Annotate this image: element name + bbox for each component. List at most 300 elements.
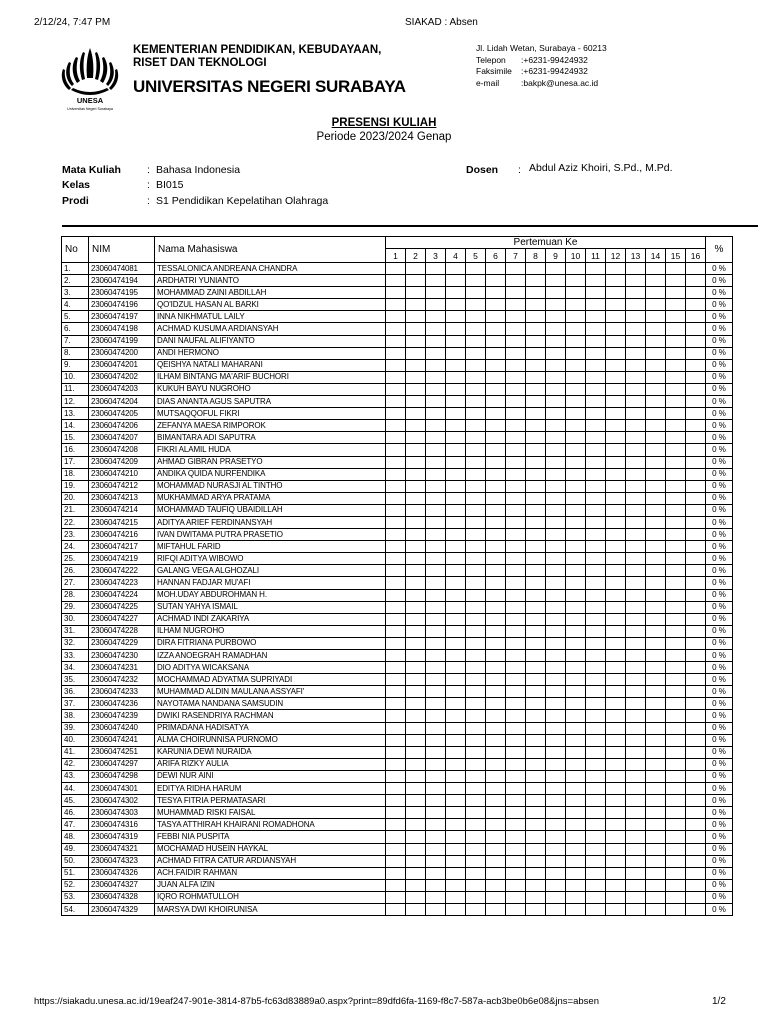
attendance-cell: [626, 432, 646, 444]
attendance-cell: [526, 601, 546, 613]
row-percent: 0 %: [706, 589, 733, 601]
attendance-cell: [486, 674, 506, 686]
attendance-cell: [586, 795, 606, 807]
row-no: 31.: [62, 625, 89, 637]
attendance-cell: [606, 408, 626, 420]
row-nama: ANDIKA QUIDA NURFENDIKA: [155, 468, 386, 480]
attendance-cell: [686, 504, 706, 516]
attendance-cell: [606, 577, 626, 589]
attendance-cell: [486, 662, 506, 674]
attendance-cell: [606, 662, 626, 674]
attendance-cell: [626, 903, 646, 915]
row-nim: 23060474227: [89, 613, 155, 625]
attendance-cell: [626, 843, 646, 855]
attendance-cell: [586, 674, 606, 686]
attendance-cell: [446, 299, 466, 311]
attendance-cell: [586, 371, 606, 383]
row-percent: 0 %: [706, 758, 733, 770]
row-nama: FEBBI NIA PUSPITA: [155, 831, 386, 843]
attendance-cell: [526, 783, 546, 795]
attendance-cell: [486, 843, 506, 855]
row-no: 19.: [62, 480, 89, 492]
attendance-cell: [406, 480, 426, 492]
attendance-cell: [386, 359, 406, 371]
attendance-cell: [586, 553, 606, 565]
attendance-cell: [586, 879, 606, 891]
attendance-cell: [466, 746, 486, 758]
row-nim: 23060474199: [89, 335, 155, 347]
table-row: [62, 468, 733, 480]
ministry-line1: KEMENTERIAN PENDIDIKAN, KEBUDAYAAN,: [133, 44, 382, 56]
attendance-cell: [386, 529, 406, 541]
header-nama: Nama Mahasiswa: [155, 237, 386, 263]
attendance-cell: [386, 504, 406, 516]
attendance-cell: [426, 674, 446, 686]
row-percent: 0 %: [706, 541, 733, 553]
attendance-cell: [486, 311, 506, 323]
attendance-cell: [646, 553, 666, 565]
attendance-cell: [466, 516, 486, 528]
attendance-cell: [506, 371, 526, 383]
attendance-cell: [466, 783, 486, 795]
attendance-cell: [546, 722, 566, 734]
attendance-cell: [606, 444, 626, 456]
attendance-cell: [466, 722, 486, 734]
attendance-cell: [546, 323, 566, 335]
attendance-cell: [626, 698, 646, 710]
attendance-cell: [646, 311, 666, 323]
attendance-cell: [486, 891, 506, 903]
row-percent: 0 %: [706, 565, 733, 577]
attendance-cell: [486, 287, 506, 299]
attendance-cell: [526, 903, 546, 915]
attendance-cell: [546, 662, 566, 674]
attendance-cell: [686, 565, 706, 577]
attendance-cell: [506, 795, 526, 807]
attendance-cell: [386, 903, 406, 915]
attendance-cell: [526, 589, 546, 601]
attendance-cell: [586, 420, 606, 432]
attendance-cell: [566, 650, 586, 662]
attendance-cell: [646, 335, 666, 347]
ministry-name: [133, 44, 381, 70]
table-row: [62, 795, 733, 807]
attendance-cell: [406, 359, 426, 371]
attendance-cell: [386, 783, 406, 795]
attendance-cell: [586, 408, 606, 420]
attendance-cell: [506, 710, 526, 722]
attendance-cell: [406, 903, 426, 915]
attendance-cell: [586, 625, 606, 637]
attendance-cell: [566, 589, 586, 601]
attendance-cell: [486, 601, 506, 613]
attendance-cell: [566, 347, 586, 359]
attendance-cell: [586, 710, 606, 722]
row-nim: 23060474223: [89, 577, 155, 589]
row-percent: 0 %: [706, 625, 733, 637]
attendance-cell: [486, 456, 506, 468]
attendance-cell: [486, 758, 506, 770]
attendance-cell: [406, 891, 426, 903]
attendance-cell: [626, 662, 646, 674]
attendance-cell: [526, 299, 546, 311]
attendance-cell: [606, 758, 626, 770]
attendance-cell: [566, 819, 586, 831]
table-row: [62, 807, 733, 819]
attendance-cell: [466, 565, 486, 577]
attendance-cell: [686, 783, 706, 795]
attendance-cell: [466, 553, 486, 565]
attendance-cell: [526, 480, 546, 492]
attendance-cell: [526, 625, 546, 637]
attendance-cell: [506, 831, 526, 843]
row-nim: 23060474225: [89, 601, 155, 613]
row-nim: 23060474081: [89, 263, 155, 275]
attendance-cell: [666, 662, 686, 674]
row-no: 40.: [62, 734, 89, 746]
attendance-cell: [666, 371, 686, 383]
attendance-cell: [546, 710, 566, 722]
attendance-cell: [546, 843, 566, 855]
attendance-cell: [666, 795, 686, 807]
attendance-cell: [586, 589, 606, 601]
row-nama: DANI NAUFAL ALIFIYANTO: [155, 335, 386, 347]
attendance-cell: [666, 650, 686, 662]
row-percent: 0 %: [706, 831, 733, 843]
attendance-cell: [446, 734, 466, 746]
row-percent: 0 %: [706, 819, 733, 831]
header-nim: NIM: [89, 237, 155, 263]
row-no: 41.: [62, 746, 89, 758]
attendance-cell: [586, 855, 606, 867]
attendance-cell: [486, 468, 506, 480]
row-nim: 23060474321: [89, 843, 155, 855]
row-percent: 0 %: [706, 287, 733, 299]
attendance-cell: [426, 650, 446, 662]
attendance-cell: [646, 625, 666, 637]
row-no: 5.: [62, 311, 89, 323]
attendance-cell: [646, 347, 666, 359]
attendance-cell: [626, 565, 646, 577]
attendance-cell: [426, 504, 446, 516]
row-nim: 23060474302: [89, 795, 155, 807]
attendance-cell: [586, 637, 606, 649]
attendance-cell: [606, 492, 626, 504]
attendance-cell: [606, 879, 626, 891]
table-row: [62, 891, 733, 903]
attendance-cell: [586, 650, 606, 662]
attendance-cell: [626, 480, 646, 492]
table-row: [62, 565, 733, 577]
row-nim: 23060474197: [89, 311, 155, 323]
row-nama: IZZA ANOEGRAH RAMADHAN: [155, 650, 386, 662]
row-nim: 23060474201: [89, 359, 155, 371]
attendance-cell: [666, 601, 686, 613]
attendance-cell: [686, 722, 706, 734]
attendance-cell: [686, 662, 706, 674]
attendance-cell: [426, 710, 446, 722]
attendance-cell: [606, 734, 626, 746]
attendance-cell: [646, 420, 666, 432]
attendance-cell: [446, 371, 466, 383]
table-row: [62, 504, 733, 516]
attendance-cell: [606, 674, 626, 686]
attendance-cell: [526, 468, 546, 480]
row-nim: 23060474228: [89, 625, 155, 637]
attendance-cell: [406, 504, 426, 516]
attendance-cell: [526, 408, 546, 420]
attendance-cell: [606, 746, 626, 758]
attendance-cell: [486, 867, 506, 879]
attendance-cell: [666, 504, 686, 516]
attendance-cell: [466, 504, 486, 516]
row-no: 23.: [62, 529, 89, 541]
email-label: e-mail: [476, 77, 500, 88]
attendance-cell: [526, 746, 546, 758]
attendance-cell: [606, 371, 626, 383]
attendance-cell: [466, 879, 486, 891]
row-percent: 0 %: [706, 323, 733, 335]
attendance-cell: [506, 396, 526, 408]
document-period: Periode 2023/2024 Genap: [316, 131, 452, 143]
attendance-cell: [626, 891, 646, 903]
attendance-cell: [666, 359, 686, 371]
row-no: 39.: [62, 722, 89, 734]
attendance-cell: [666, 492, 686, 504]
attendance-cell: [426, 746, 446, 758]
table-row: [62, 263, 733, 275]
attendance-cell: [546, 758, 566, 770]
attendance-cell: [666, 867, 686, 879]
attendance-cell: [566, 516, 586, 528]
attendance-cell: [666, 879, 686, 891]
attendance-cell: [506, 770, 526, 782]
attendance-cell: [686, 323, 706, 335]
contact-block: [476, 43, 607, 89]
attendance-cell: [646, 263, 666, 275]
table-row: [62, 879, 733, 891]
row-percent: 0 %: [706, 891, 733, 903]
table-row: [62, 903, 733, 915]
attendance-cell: [406, 383, 426, 395]
attendance-cell: [446, 492, 466, 504]
attendance-cell: [426, 734, 446, 746]
attendance-cell: [566, 879, 586, 891]
attendance-cell: [686, 674, 706, 686]
attendance-cell: [546, 807, 566, 819]
attendance-cell: [546, 650, 566, 662]
attendance-cell: [386, 879, 406, 891]
attendance-cell: [506, 335, 526, 347]
attendance-cell: [526, 323, 546, 335]
row-no: 26.: [62, 565, 89, 577]
attendance-cell: [486, 734, 506, 746]
attendance-cell: [586, 359, 606, 371]
attendance-cell: [406, 831, 426, 843]
attendance-cell: [446, 625, 466, 637]
attendance-cell: [646, 855, 666, 867]
attendance-cell: [606, 275, 626, 287]
attendance-cell: [426, 541, 446, 553]
row-percent: 0 %: [706, 613, 733, 625]
attendance-cell: [446, 323, 466, 335]
attendance-cell: [646, 287, 666, 299]
attendance-cell: [446, 686, 466, 698]
attendance-cell: [566, 335, 586, 347]
attendance-cell: [506, 468, 526, 480]
row-nim: 23060474233: [89, 686, 155, 698]
print-page-title: SIAKAD : Absen: [405, 17, 478, 28]
attendance-cell: [666, 843, 686, 855]
attendance-cell: [386, 383, 406, 395]
attendance-cell: [486, 746, 506, 758]
attendance-cell: [526, 795, 546, 807]
attendance-cell: [646, 758, 666, 770]
table-row: [62, 299, 733, 311]
attendance-cell: [486, 686, 506, 698]
attendance-cell: [586, 275, 606, 287]
attendance-cell: [406, 650, 426, 662]
attendance-cell: [466, 408, 486, 420]
attendance-cell: [626, 674, 646, 686]
attendance-cell: [486, 565, 506, 577]
attendance-cell: [446, 831, 466, 843]
attendance-cell: [586, 843, 606, 855]
row-nama: MOHAMMAD ZAINI ABDILLAH: [155, 287, 386, 299]
attendance-cell: [666, 383, 686, 395]
attendance-cell: [646, 783, 666, 795]
attendance-cell: [526, 335, 546, 347]
attendance-cell: [386, 371, 406, 383]
attendance-cell: [486, 323, 506, 335]
attendance-cell: [446, 432, 466, 444]
attendance-cell: [426, 444, 446, 456]
attendance-cell: [626, 637, 646, 649]
row-percent: 0 %: [706, 383, 733, 395]
row-nama: ANDI HERMONO: [155, 347, 386, 359]
attendance-cell: [466, 710, 486, 722]
row-no: 6.: [62, 323, 89, 335]
table-row: [62, 432, 733, 444]
attendance-cell: [506, 903, 526, 915]
attendance-cell: [466, 420, 486, 432]
attendance-cell: [686, 734, 706, 746]
attendance-cell: [546, 263, 566, 275]
attendance-cell: [546, 396, 566, 408]
attendance-cell: [546, 879, 566, 891]
attendance-cell: [606, 589, 626, 601]
attendance-cell: [426, 891, 446, 903]
row-nama: GALANG VEGA ALGHOZALI: [155, 565, 386, 577]
row-no: 21.: [62, 504, 89, 516]
attendance-cell: [386, 287, 406, 299]
attendance-cell: [506, 480, 526, 492]
row-percent: 0 %: [706, 420, 733, 432]
attendance-cell: [446, 903, 466, 915]
attendance-cell: [466, 686, 486, 698]
attendance-cell: [486, 504, 506, 516]
row-no: 9.: [62, 359, 89, 371]
row-no: 16.: [62, 444, 89, 456]
print-datetime: 2/12/24, 7:47 PM: [34, 17, 111, 28]
row-no: 27.: [62, 577, 89, 589]
attendance-cell: [646, 359, 666, 371]
attendance-cell: [466, 347, 486, 359]
row-no: 28.: [62, 589, 89, 601]
table-row: [62, 722, 733, 734]
attendance-cell: [506, 541, 526, 553]
attendance-cell: [466, 637, 486, 649]
attendance-cell: [666, 831, 686, 843]
attendance-cell: [526, 396, 546, 408]
row-nama: INNA NIKHMATUL LAILY: [155, 311, 386, 323]
row-nama: BIMANTARA ADI SAPUTRA: [155, 432, 386, 444]
attendance-cell: [386, 613, 406, 625]
attendance-cell: [426, 601, 446, 613]
attendance-cell: [466, 335, 486, 347]
table-row: [62, 371, 733, 383]
attendance-cell: [606, 299, 626, 311]
attendance-cell: [406, 710, 426, 722]
attendance-cell: [406, 843, 426, 855]
table-row: [62, 650, 733, 662]
row-no: 4.: [62, 299, 89, 311]
attendance-cell: [546, 347, 566, 359]
attendance-cell: [666, 516, 686, 528]
attendance-cell: [546, 625, 566, 637]
attendance-cell: [566, 287, 586, 299]
attendance-cell: [386, 323, 406, 335]
table-row: [62, 359, 733, 371]
attendance-cell: [526, 359, 546, 371]
attendance-cell: [506, 722, 526, 734]
attendance-cell: [426, 396, 446, 408]
attendance-cell: [686, 758, 706, 770]
attendance-cell: [626, 456, 646, 468]
attendance-cell: [426, 831, 446, 843]
attendance-cell: [666, 577, 686, 589]
attendance-cell: [646, 795, 666, 807]
attendance-cell: [646, 891, 666, 903]
prodi-sep: :: [147, 195, 150, 207]
attendance-cell: [566, 674, 586, 686]
row-nim: 23060474212: [89, 480, 155, 492]
attendance-cell: [486, 783, 506, 795]
row-no: 10.: [62, 371, 89, 383]
attendance-cell: [686, 383, 706, 395]
row-nim: 23060474230: [89, 650, 155, 662]
attendance-cell: [546, 480, 566, 492]
table-row: [62, 734, 733, 746]
attendance-cell: [406, 613, 426, 625]
attendance-cell: [626, 553, 646, 565]
attendance-cell: [446, 807, 466, 819]
attendance-cell: [406, 758, 426, 770]
attendance-cell: [386, 625, 406, 637]
attendance-cell: [506, 601, 526, 613]
attendance-cell: [586, 746, 606, 758]
divider: [62, 225, 758, 227]
row-percent: 0 %: [706, 444, 733, 456]
attendance-cell: [446, 408, 466, 420]
attendance-cell: [586, 541, 606, 553]
row-percent: 0 %: [706, 674, 733, 686]
attendance-cell: [626, 722, 646, 734]
attendance-cell: [466, 855, 486, 867]
attendance-cell: [686, 855, 706, 867]
attendance-cell: [546, 287, 566, 299]
row-nim: 23060474196: [89, 299, 155, 311]
